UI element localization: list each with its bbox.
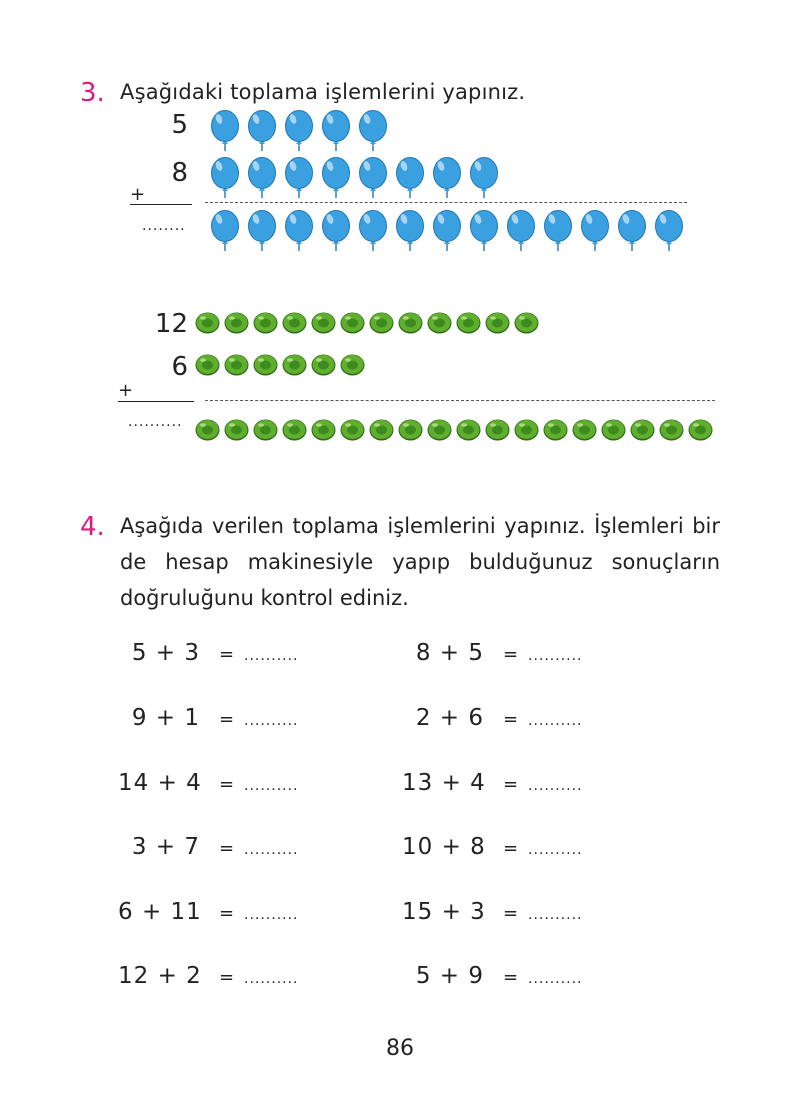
green-ball-icon <box>282 354 307 376</box>
balloon-icon <box>210 210 240 252</box>
exercise-right-4-expression: 10 + 8 <box>402 834 486 860</box>
exercise-left-5-expression: 6 + 11 <box>118 899 202 925</box>
exercise-left-4-expression: 3 + 7 <box>131 834 200 860</box>
green-ball-icon <box>253 312 278 334</box>
question-4-text: Aşağıda verilen toplama işlemlerini yapınız. İşlemleri bir de hesap makinesiyle yapıp bulduğunuz sonuçların doğruluğunu kontrol ediniz. <box>120 514 720 610</box>
question-4-number: 4. <box>80 512 105 542</box>
balloon-icon <box>358 157 388 199</box>
green-ball-icon <box>369 312 394 334</box>
balloon-answer-blank[interactable]: ........ <box>142 218 186 234</box>
balloon-icon <box>506 210 536 252</box>
balloon-icon <box>395 210 425 252</box>
green-ball-icon <box>340 354 365 376</box>
balloon-icon <box>210 110 240 152</box>
exercise-right-1-expression: 8 + 5 <box>415 640 484 666</box>
balloon-row-result <box>210 210 684 252</box>
exercise-right-5-expression: 15 + 3 <box>402 899 486 925</box>
exercise-right-2-equals: = <box>503 709 519 730</box>
exercise-right-6-equals: = <box>503 967 519 988</box>
balloon-row-2 <box>210 157 499 199</box>
exercise-right-3-expression: 13 + 4 <box>402 770 486 796</box>
green-ball-icon <box>630 419 655 441</box>
balloon-icon <box>321 110 351 152</box>
balloon-addend-1: 5 <box>171 110 188 140</box>
page-number: 86 <box>386 1036 414 1061</box>
green-ball-icon <box>572 419 597 441</box>
green-ball-icon <box>311 354 336 376</box>
green-ball-icon <box>514 419 539 441</box>
balloon-icon <box>284 110 314 152</box>
green-ball-icon <box>456 419 481 441</box>
exercise-right-3-equals: = <box>503 774 519 795</box>
green-ball-icon <box>369 419 394 441</box>
ball-dashed-line <box>205 400 715 401</box>
balloon-icon <box>358 110 388 152</box>
balloon-icon <box>395 157 425 199</box>
green-ball-icon <box>427 312 452 334</box>
question-3-number: 3. <box>80 78 105 108</box>
green-ball-icon <box>282 312 307 334</box>
balloon-sum-line <box>130 204 192 205</box>
green-ball-icon <box>398 312 423 334</box>
ball-row-result <box>195 419 713 441</box>
green-ball-icon <box>485 419 510 441</box>
question-3-text: Aşağıdaki toplama işlemlerini yapınız. <box>120 80 526 104</box>
ball-row-1 <box>195 312 539 334</box>
green-ball-icon <box>224 419 249 441</box>
balloon-icon <box>469 157 499 199</box>
exercise-left-4-answer-blank[interactable]: .......... <box>244 842 299 858</box>
balloon-icon <box>210 157 240 199</box>
ball-plus-sign: + <box>118 380 134 401</box>
exercise-left-5-equals: = <box>219 903 235 924</box>
exercise-right-4-equals: = <box>503 838 519 859</box>
balloon-dashed-line <box>205 202 687 203</box>
exercise-left-5-answer-blank[interactable]: .......... <box>244 907 299 923</box>
green-ball-icon <box>601 419 626 441</box>
balloon-icon <box>321 210 351 252</box>
exercise-left-6-answer-blank[interactable]: .......... <box>244 971 299 987</box>
balloon-icon <box>432 157 462 199</box>
green-ball-icon <box>282 419 307 441</box>
exercise-right-2-expression: 2 + 6 <box>415 705 484 731</box>
green-ball-icon <box>543 419 568 441</box>
green-ball-icon <box>659 419 684 441</box>
green-ball-icon <box>485 312 510 334</box>
green-ball-icon <box>311 419 336 441</box>
exercise-right-3-answer-blank[interactable]: .......... <box>528 778 583 794</box>
ball-answer-blank[interactable]: .......... <box>128 414 183 430</box>
exercise-left-3-expression: 14 + 4 <box>118 770 202 796</box>
green-ball-icon <box>340 312 365 334</box>
balloon-icon <box>358 210 388 252</box>
ball-addend-1: 12 <box>154 309 188 339</box>
balloon-icon <box>543 210 573 252</box>
exercise-left-2-answer-blank[interactable]: .......... <box>244 713 299 729</box>
green-ball-icon <box>195 419 220 441</box>
exercise-left-6-expression: 12 + 2 <box>118 963 202 989</box>
green-ball-icon <box>224 354 249 376</box>
exercise-right-5-equals: = <box>503 903 519 924</box>
exercise-left-4-equals: = <box>219 838 235 859</box>
balloon-plus-sign: + <box>130 184 146 205</box>
green-ball-icon <box>195 312 220 334</box>
exercise-left-1-equals: = <box>219 644 235 665</box>
green-ball-icon <box>195 354 220 376</box>
green-ball-icon <box>688 419 713 441</box>
ball-addend-2: 6 <box>171 352 188 382</box>
exercise-right-1-answer-blank[interactable]: .......... <box>528 648 583 664</box>
exercise-left-1-expression: 5 + 3 <box>131 640 200 666</box>
balloon-icon <box>432 210 462 252</box>
balloon-icon <box>321 157 351 199</box>
green-ball-icon <box>224 312 249 334</box>
green-ball-icon <box>253 354 278 376</box>
balloon-icon <box>617 210 647 252</box>
green-ball-icon <box>398 419 423 441</box>
exercise-right-1-equals: = <box>503 644 519 665</box>
balloon-addend-2: 8 <box>171 158 188 188</box>
exercise-left-3-answer-blank[interactable]: .......... <box>244 778 299 794</box>
balloon-icon <box>580 210 610 252</box>
exercise-right-6-expression: 5 + 9 <box>415 963 484 989</box>
balloon-icon <box>654 210 684 252</box>
balloon-icon <box>247 110 277 152</box>
balloon-row-1 <box>210 110 388 152</box>
balloon-icon <box>469 210 499 252</box>
exercise-left-2-equals: = <box>219 709 235 730</box>
green-ball-icon <box>456 312 481 334</box>
exercise-right-5-answer-blank[interactable]: .......... <box>528 907 583 923</box>
green-ball-icon <box>514 312 539 334</box>
exercise-right-4-answer-blank[interactable]: .......... <box>528 842 583 858</box>
balloon-icon <box>284 210 314 252</box>
green-ball-icon <box>340 419 365 441</box>
exercise-left-2-expression: 9 + 1 <box>131 705 200 731</box>
ball-row-2 <box>195 354 365 376</box>
balloon-icon <box>247 210 277 252</box>
balloon-icon <box>247 157 277 199</box>
balloon-icon <box>284 157 314 199</box>
green-ball-icon <box>311 312 336 334</box>
green-ball-icon <box>253 419 278 441</box>
exercise-left-6-equals: = <box>219 967 235 988</box>
ball-sum-line <box>118 401 194 402</box>
exercise-left-1-answer-blank[interactable]: .......... <box>244 648 299 664</box>
green-ball-icon <box>427 419 452 441</box>
exercise-left-3-equals: = <box>219 774 235 795</box>
exercise-right-2-answer-blank[interactable]: .......... <box>528 713 583 729</box>
exercise-right-6-answer-blank[interactable]: .......... <box>528 971 583 987</box>
